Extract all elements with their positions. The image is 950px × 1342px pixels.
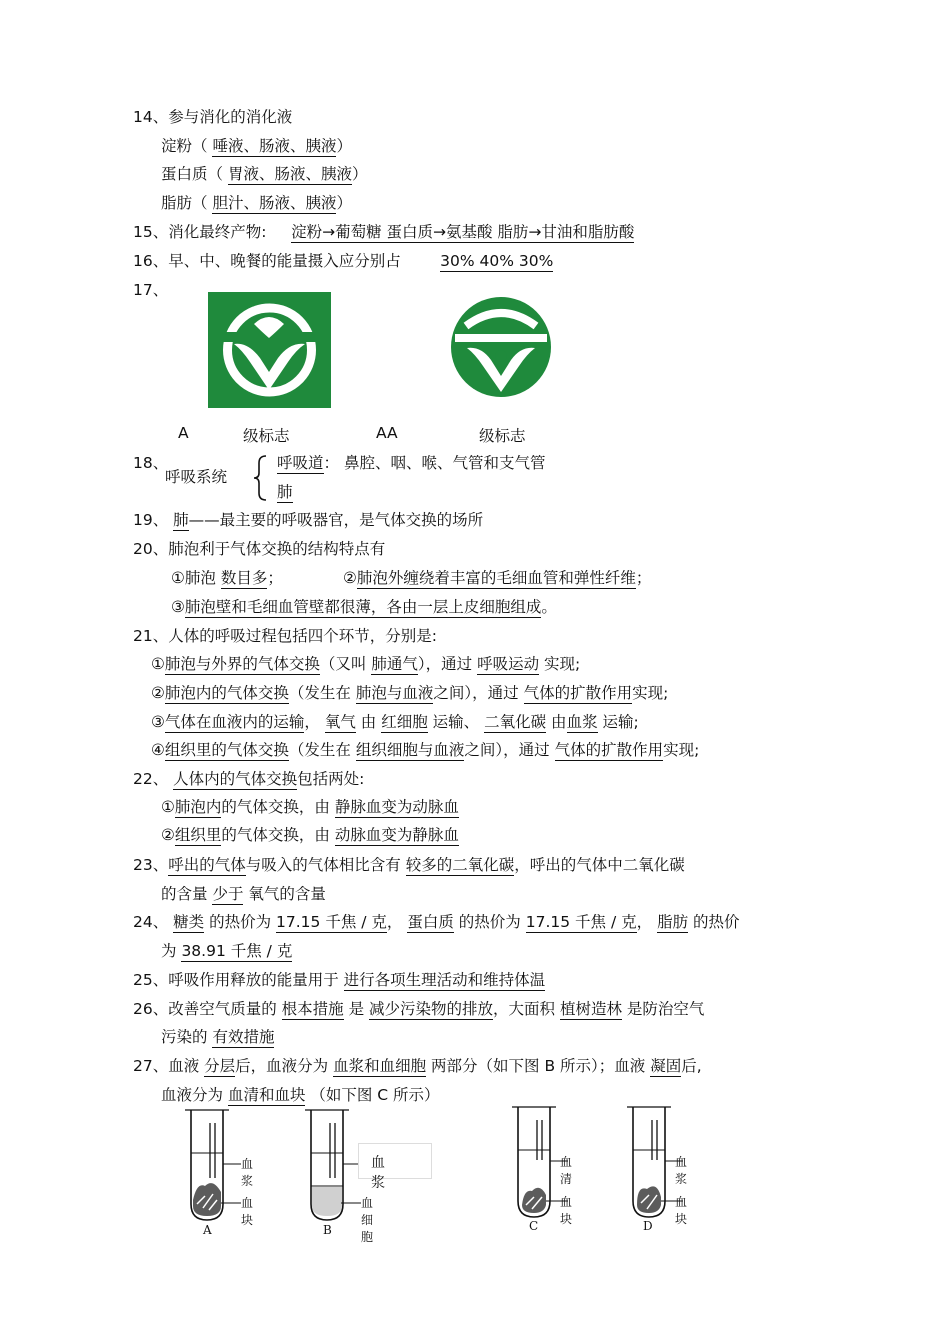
q14-protein-pre: 蛋白质（ [161,165,228,183]
q14-protein [161,164,367,185]
q20-i3-post: 。 [541,598,557,616]
q23-b: 较多的二氧化碳 [405,856,515,874]
q26-a: 根本措施 [281,1000,344,1018]
q21-c6: 红细胞 [381,713,428,731]
q24-a: 糖类 [173,913,205,931]
q21-title: 21、人体的呼吸过程包括四个环节，分别是: [133,627,437,645]
q21-d4: 组织细胞与血液 [355,741,465,759]
q21-c8: 二氧化碳 [484,713,547,731]
q22-item1 [161,797,459,818]
q21-a5: ），通过 [417,655,478,673]
q14-fat [161,193,352,214]
q23-mid: 与吸入的气体相比含有 [245,856,406,874]
q21-d3: （发生在 [288,741,356,759]
q19-pre: 19、 [133,511,174,529]
q21-a2: 肺泡与外界的气体交换 [164,655,320,673]
q23-l2-post: 氧气的含量 [243,885,326,903]
q15-title: 15、消化最终产物: [133,223,267,241]
test-tube-b-icon [303,1108,363,1223]
q18-tract [277,453,545,474]
q14-fat-answer: 胆汁、肠液、胰液 [212,194,337,212]
q21-c4: 氧气 [324,713,356,731]
q18-lung-answer: 肺 [277,483,293,501]
q21-a [151,654,580,675]
q20-item3 [171,597,557,618]
q22-i1-b: 静脉血变为动脉血 [334,798,459,816]
q27-m1: 后，血液分为 [235,1057,334,1075]
q21-d2: 组织里的气体交换 [164,741,289,759]
tube-c-top-label: 血清 [560,1155,573,1186]
q24-m3: 的热价为 [453,913,526,931]
q23-pre: 23、 [133,856,169,874]
q27-c: 凝固 [650,1057,682,1075]
q23-a: 呼出的气体 [168,856,246,874]
q14-title: 14、参与消化的消化液 [133,108,293,126]
q22-i2-pre: ② [161,826,175,844]
q23-post: ，呼出的气体中二氧化碳 [514,856,685,874]
q26-l2-answer: 有效措施 [212,1028,275,1046]
tube-b-letter: B [323,1223,332,1237]
q21-c2: 气体在血液内的运输 [164,713,305,731]
q22-i1-pre: ① [161,798,175,816]
q25-answer: 进行各项生理活动和维持体温 [343,971,546,989]
q14-starch [161,136,352,157]
q21-b7: 实现; [632,684,669,702]
q20-i2-post: ； [635,569,652,587]
q26-pre: 26、改善空气质量的 [133,1000,282,1018]
q20-i3-answer: 肺泡壁和毛细血管壁都很薄，各由一层上皮细胞组成 [184,598,542,616]
q27-m3: 后, [681,1057,702,1075]
q21-c7: 运输、 [427,713,485,731]
q21-d7: 实现; [663,741,700,759]
q22-answer: 人体内的气体交换 [173,770,298,788]
q24-m2: ， [386,913,408,931]
caption-a: A [178,424,189,442]
q22-i2-b: 动脉血变为静脉血 [334,826,459,844]
q24-pre: 24、 [133,913,174,931]
q21-c [151,712,639,733]
q20-i1-answer: 数目多 [220,569,268,587]
q22-i1-mid: 的气体交换，由 [221,798,335,816]
q21-a1: ① [151,655,165,673]
q22-i2-a: 组织里 [174,826,222,844]
q25-title: 25、呼吸作用释放的能量用于 [133,971,344,989]
q17-title: 17、 [133,281,169,299]
q27-a: 分层 [204,1057,236,1075]
q24-c: 蛋白质 [407,913,454,931]
tube-b-bottom-label: 血细胞 [361,1196,374,1244]
q16-title: 16、早、中、晚餐的能量摄入应分别占 [133,252,401,270]
q27-l2-answer: 血清和血块 [227,1086,306,1104]
q27-line2 [161,1085,440,1106]
tube-d-bottom-label: 血块 [675,1195,688,1226]
q26-m2: ，大面积 [493,1000,560,1018]
q21-c1: ③ [151,713,165,731]
q22-i2-mid: 的气体交换，由 [221,826,335,844]
q15-answer: 淀粉→葡萄糖 蛋白质→氨基酸 脂肪→甘油和脂肪酸 [291,223,635,241]
q27-m2: 两部分（如下图 B 所示）；血液 [426,1057,651,1075]
q14-starch-post: ） [336,137,352,155]
tube-c-bottom-label: 血块 [560,1195,573,1226]
q24-d: 17.15 千焦 / 克 [525,913,637,931]
q20-i3-pre: ③ [171,598,185,616]
q24-l2-pre: 为 [161,942,182,960]
q18-tract-answer: 呼吸道 [277,454,324,472]
q22-pre: 22、 [133,770,174,788]
q20-item2 [343,568,651,589]
q20-item1 [171,568,283,589]
q23-l2-answer: 少于 [212,885,244,903]
q16-answer: 30% 40% 30% [440,252,554,270]
tube-a-top-label: 血浆 [241,1157,254,1188]
q21-b [151,683,668,704]
q21-d [151,740,699,761]
q23-line2 [161,884,326,905]
q14-starch-answer: 唾液、肠液、胰液 [212,137,337,155]
q21-c11: 运输; [597,713,639,731]
q24 [133,912,740,933]
q19-post: ——最主要的呼吸器官，是气体交换的场所 [188,511,484,529]
q14-fat-post: ） [336,194,352,212]
tube-c-letter: C [529,1219,539,1233]
q19-answer: 肺 [173,511,189,529]
test-tube-a-icon [183,1108,243,1223]
q18-title: 18、 [133,454,169,472]
tube-a-bottom-label: 血块 [241,1196,254,1227]
q15 [133,222,634,243]
q23 [133,855,685,876]
q26-line2 [161,1027,274,1048]
q20-i1-post: ； [267,569,283,587]
q24-m4: ， [636,913,658,931]
q20-i1-pre: ①肺泡 [171,569,221,587]
brace-icon [250,454,270,502]
q20-i2-pre: ② [343,569,357,587]
q21-a7: 实现; [539,655,581,673]
q21-b6: 气体的扩散作用 [523,684,633,702]
q20-i2-answer: 肺泡外缠绕着丰富的毛细血管和弹性纤维 [356,569,636,587]
q26-c: 植树造林 [559,1000,622,1018]
q21-a6: 呼吸运动 [477,655,540,673]
q14-protein-post: ） [351,165,368,183]
caption-aa-text: 级标志 [479,427,526,445]
q26-b: 减少污染物的排放 [369,1000,494,1018]
tube-a-letter: A [203,1223,212,1237]
q27 [133,1056,702,1077]
tube-d-top-label: 血浆 [675,1155,688,1186]
green-food-aa-logo [449,292,553,402]
q19 [133,510,483,531]
q21-d6: 气体的扩散作用 [554,741,664,759]
q24-l2-answer: 38.91 千焦 / 克 [181,942,293,960]
q21-c3: ， [304,713,325,731]
q24-line2 [161,941,292,962]
q14-protein-answer: 胃液、肠液、胰液 [227,165,352,183]
q21-a3: （又叫 [319,655,372,673]
q21-d1: ④ [151,741,165,759]
q16 [133,251,553,272]
q24-m5: 的热价 [688,913,740,931]
q23-l2-pre: 的含量 [161,885,213,903]
q18-lung [277,482,293,503]
q27-l2-pre: 血液分为 [161,1086,228,1104]
caption-aa: AA [376,424,398,442]
q22-i1-a: 肺泡内 [174,798,222,816]
tube-b-plasma-box [358,1143,432,1179]
q21-a4: 肺通气 [371,655,418,673]
q24-e: 脂肪 [657,913,689,931]
q18-system: 呼吸系统 [165,468,228,486]
q21-c10: 血浆 [566,713,598,731]
q21-b1: ② [151,684,165,702]
caption-a-text: 级标志 [243,427,290,445]
q27-l2-post: （如下图 C 所示） [305,1086,440,1104]
q25 [133,970,545,991]
q22-item2 [161,825,459,846]
q22 [133,769,364,790]
q26-l2-pre: 污染的 [161,1028,213,1046]
q14-starch-pre: 淀粉（ [161,137,213,155]
q18-tract-desc: ： 鼻腔、咽、喉、气管和支气管 [323,454,546,472]
q24-m1: 的热价为 [204,913,277,931]
q26-m1: 是 [343,1000,370,1018]
q21-b3: （发生在 [288,684,356,702]
q24-b: 17.15 千焦 / 克 [276,913,387,931]
q26-m3: 是防治空气 [622,1000,705,1018]
q21-c5: 由 [355,713,382,731]
tube-b-top-label: 血浆 [371,1155,385,1191]
q21-b4: 肺泡与血液 [355,684,434,702]
q21-b5: 之间），通过 [433,684,524,702]
q26 [133,999,704,1020]
q27-b: 血浆和血细胞 [333,1057,427,1075]
q22-post: 包括两处: [297,770,365,788]
q21-c9: 由 [546,713,567,731]
green-food-a-logo [208,292,331,408]
q14-fat-pre: 脂肪（ [161,194,213,212]
q20-title: 20、肺泡利于气体交换的结构特点有 [133,540,386,558]
q21-d5: 之间），通过 [464,741,555,759]
tube-d-letter: D [643,1219,653,1233]
q27-pre: 27、血液 [133,1057,205,1075]
q21-b2: 肺泡内的气体交换 [164,684,289,702]
